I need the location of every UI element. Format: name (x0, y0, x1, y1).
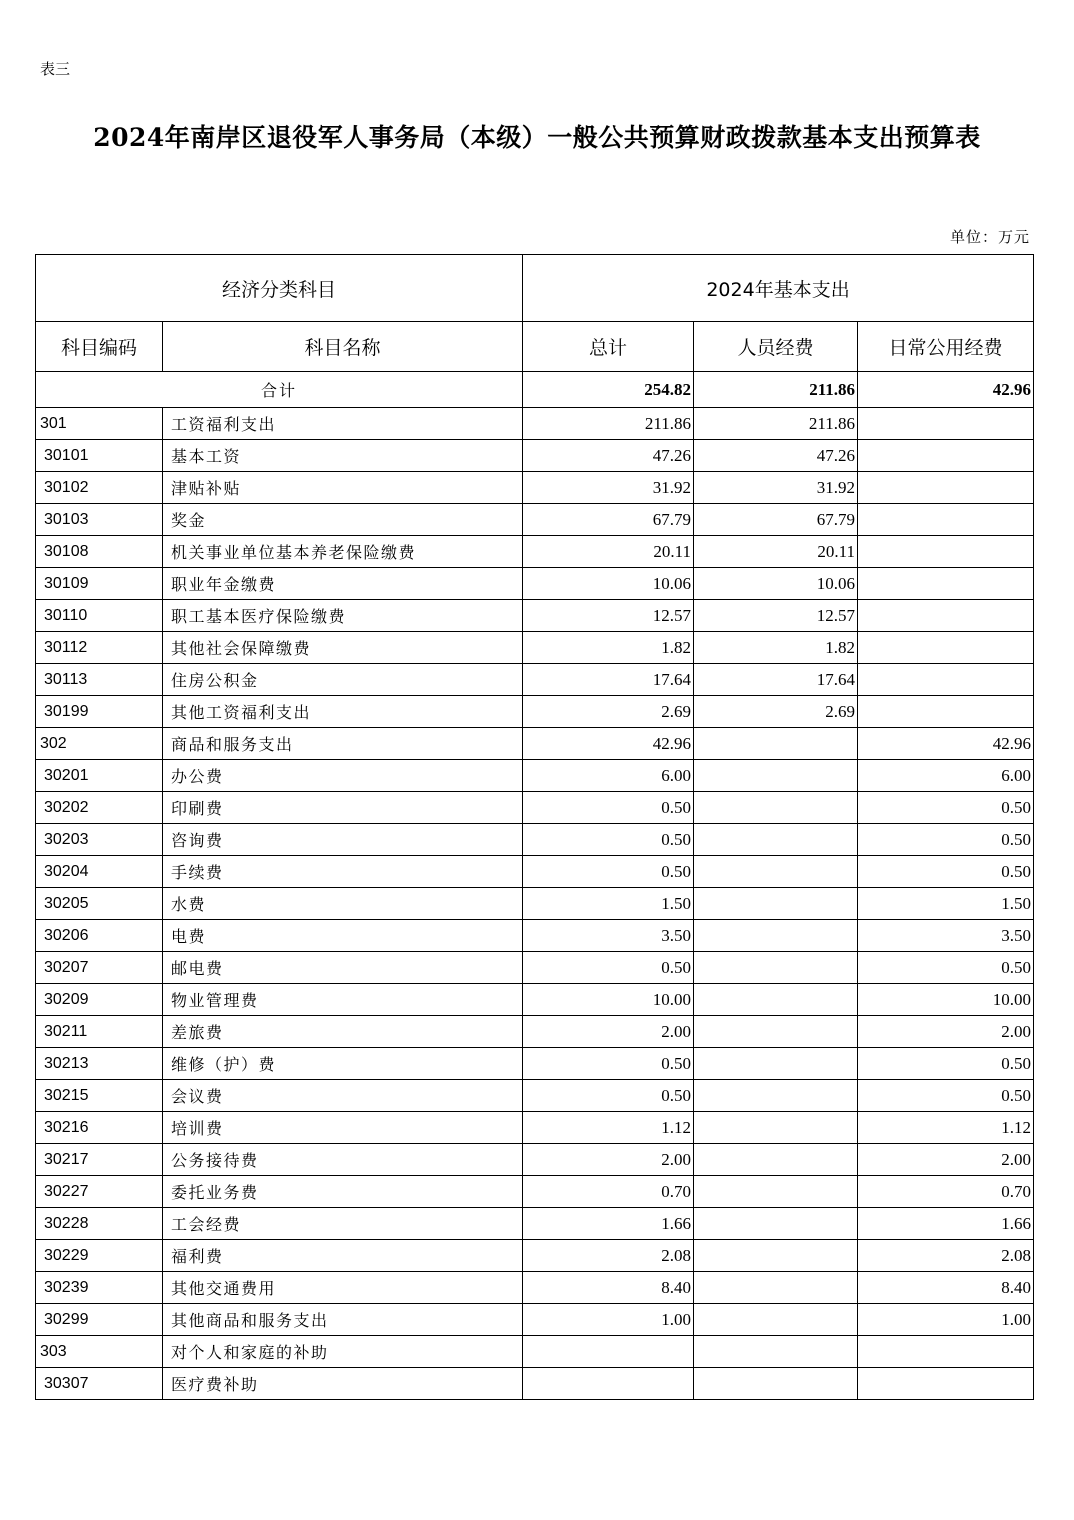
row-personnel: 20.11 (694, 536, 858, 568)
row-personnel (694, 1240, 858, 1272)
row-public: 0.70 (858, 1176, 1034, 1208)
row-code: 30239 (36, 1272, 163, 1304)
row-code: 30209 (36, 984, 163, 1016)
row-public: 0.50 (858, 1080, 1034, 1112)
table-row (36, 728, 1034, 760)
row-total: 2.69 (523, 696, 694, 728)
table-row (36, 1080, 1034, 1112)
row-public: 3.50 (858, 920, 1034, 952)
row-public: 1.50 (858, 888, 1034, 920)
row-name: 公务接待费 (163, 1144, 523, 1176)
row-total: 0.70 (523, 1176, 694, 1208)
row-code: 30215 (36, 1080, 163, 1112)
row-public (858, 600, 1034, 632)
header-row-group (36, 255, 1034, 322)
row-personnel (694, 792, 858, 824)
total-personnel: 211.86 (694, 372, 858, 408)
table-row (36, 1016, 1034, 1048)
row-name: 会议费 (163, 1080, 523, 1112)
row-personnel (694, 888, 858, 920)
row-public: 0.50 (858, 856, 1034, 888)
row-code: 30108 (36, 536, 163, 568)
table-number-label: 表三 (40, 60, 71, 78)
row-name: 机关事业单位基本养老保险缴费 (163, 536, 523, 568)
row-personnel: 2.69 (694, 696, 858, 728)
row-name: 工资福利支出 (163, 408, 523, 440)
table-row (36, 824, 1034, 856)
row-code: 30103 (36, 504, 163, 536)
row-total: 3.50 (523, 920, 694, 952)
row-public (858, 472, 1034, 504)
header-total: 总计 (523, 322, 694, 372)
row-public (858, 536, 1034, 568)
row-total: 1.00 (523, 1304, 694, 1336)
row-code: 30101 (36, 440, 163, 472)
header-basic-expenditure: 2024年基本支出 (523, 255, 1034, 322)
row-public: 42.96 (858, 728, 1034, 760)
row-total: 2.08 (523, 1240, 694, 1272)
table-row (36, 1304, 1034, 1336)
row-code: 30203 (36, 824, 163, 856)
row-public: 0.50 (858, 792, 1034, 824)
row-personnel (694, 1368, 858, 1400)
row-personnel: 31.92 (694, 472, 858, 504)
row-code: 30299 (36, 1304, 163, 1336)
row-personnel (694, 1272, 858, 1304)
table-row (36, 536, 1034, 568)
row-name: 职业年金缴费 (163, 568, 523, 600)
page-title: 2024年南岸区退役军人事务局（本级）一般公共预算财政拨款基本支出预算表 (93, 123, 981, 152)
header-code: 科目编码 (36, 322, 163, 372)
row-total: 1.50 (523, 888, 694, 920)
row-personnel (694, 1144, 858, 1176)
row-public: 6.00 (858, 760, 1034, 792)
row-public (858, 632, 1034, 664)
table-row (36, 632, 1034, 664)
row-code: 30110 (36, 600, 163, 632)
row-name: 津贴补贴 (163, 472, 523, 504)
row-personnel: 211.86 (694, 408, 858, 440)
table-row (36, 1176, 1034, 1208)
row-code: 30206 (36, 920, 163, 952)
row-total: 0.50 (523, 792, 694, 824)
row-name: 委托业务费 (163, 1176, 523, 1208)
row-code: 303 (36, 1336, 163, 1368)
table-row (36, 696, 1034, 728)
table-row (36, 984, 1034, 1016)
row-public: 10.00 (858, 984, 1034, 1016)
row-personnel (694, 1048, 858, 1080)
row-code: 30217 (36, 1144, 163, 1176)
row-name: 水费 (163, 888, 523, 920)
row-public: 1.00 (858, 1304, 1034, 1336)
row-code: 30201 (36, 760, 163, 792)
row-public: 2.00 (858, 1016, 1034, 1048)
row-public (858, 1336, 1034, 1368)
row-name: 其他商品和服务支出 (163, 1304, 523, 1336)
row-personnel (694, 760, 858, 792)
table-row (36, 1336, 1034, 1368)
row-code: 30229 (36, 1240, 163, 1272)
row-personnel (694, 856, 858, 888)
row-public (858, 568, 1034, 600)
row-total: 31.92 (523, 472, 694, 504)
row-total: 211.86 (523, 408, 694, 440)
table-row (36, 888, 1034, 920)
row-public: 8.40 (858, 1272, 1034, 1304)
row-personnel: 1.82 (694, 632, 858, 664)
row-total: 17.64 (523, 664, 694, 696)
table-row (36, 1368, 1034, 1400)
row-public: 0.50 (858, 952, 1034, 984)
row-personnel: 47.26 (694, 440, 858, 472)
row-personnel (694, 952, 858, 984)
row-personnel (694, 824, 858, 856)
row-public (858, 696, 1034, 728)
row-code: 30307 (36, 1368, 163, 1400)
row-personnel (694, 1208, 858, 1240)
budget-table (35, 254, 1034, 1400)
total-label: 合计 (36, 372, 523, 408)
table-row (36, 1272, 1034, 1304)
table-row (36, 1112, 1034, 1144)
row-public (858, 408, 1034, 440)
table-row (36, 408, 1034, 440)
row-code: 30213 (36, 1048, 163, 1080)
row-name: 工会经费 (163, 1208, 523, 1240)
row-code: 30207 (36, 952, 163, 984)
row-total: 6.00 (523, 760, 694, 792)
row-code: 302 (36, 728, 163, 760)
row-public (858, 504, 1034, 536)
row-total: 1.66 (523, 1208, 694, 1240)
row-name: 其他社会保障缴费 (163, 632, 523, 664)
row-total: 0.50 (523, 824, 694, 856)
row-name: 医疗费补助 (163, 1368, 523, 1400)
row-public: 0.50 (858, 1048, 1034, 1080)
row-total (523, 1368, 694, 1400)
row-code: 30102 (36, 472, 163, 504)
row-personnel: 67.79 (694, 504, 858, 536)
row-code: 30205 (36, 888, 163, 920)
row-code: 30211 (36, 1016, 163, 1048)
row-public: 1.12 (858, 1112, 1034, 1144)
row-personnel (694, 1336, 858, 1368)
table-row (36, 1240, 1034, 1272)
row-name: 邮电费 (163, 952, 523, 984)
row-public: 0.50 (858, 824, 1034, 856)
total-sum: 254.82 (523, 372, 694, 408)
row-name: 住房公积金 (163, 664, 523, 696)
row-code: 30199 (36, 696, 163, 728)
row-personnel (694, 1176, 858, 1208)
table-row (36, 920, 1034, 952)
row-name: 对个人和家庭的补助 (163, 1336, 523, 1368)
header-personnel: 人员经费 (694, 322, 858, 372)
row-code: 30109 (36, 568, 163, 600)
row-personnel (694, 1304, 858, 1336)
table-row (36, 856, 1034, 888)
table-row (36, 1208, 1034, 1240)
row-name: 其他交通费用 (163, 1272, 523, 1304)
row-total: 47.26 (523, 440, 694, 472)
row-total: 2.00 (523, 1016, 694, 1048)
row-name: 办公费 (163, 760, 523, 792)
table-row (36, 472, 1034, 504)
row-name: 培训费 (163, 1112, 523, 1144)
row-total: 10.06 (523, 568, 694, 600)
row-total: 1.12 (523, 1112, 694, 1144)
row-total: 67.79 (523, 504, 694, 536)
row-code: 301 (36, 408, 163, 440)
table-row (36, 568, 1034, 600)
row-public (858, 440, 1034, 472)
row-name: 奖金 (163, 504, 523, 536)
row-personnel (694, 728, 858, 760)
header-public: 日常公用经费 (858, 322, 1034, 372)
table-row (36, 440, 1034, 472)
row-name: 维修（护）费 (163, 1048, 523, 1080)
row-total: 12.57 (523, 600, 694, 632)
table-row (36, 1048, 1034, 1080)
row-total: 0.50 (523, 856, 694, 888)
table-row (36, 1144, 1034, 1176)
row-personnel: 17.64 (694, 664, 858, 696)
row-total (523, 1336, 694, 1368)
row-total: 0.50 (523, 1080, 694, 1112)
table-row (36, 664, 1034, 696)
row-name: 基本工资 (163, 440, 523, 472)
row-personnel: 12.57 (694, 600, 858, 632)
row-name: 商品和服务支出 (163, 728, 523, 760)
row-code: 30227 (36, 1176, 163, 1208)
row-code: 30216 (36, 1112, 163, 1144)
row-total: 20.11 (523, 536, 694, 568)
row-name: 咨询费 (163, 824, 523, 856)
row-total: 0.50 (523, 952, 694, 984)
row-total: 0.50 (523, 1048, 694, 1080)
total-public: 42.96 (858, 372, 1034, 408)
row-total: 42.96 (523, 728, 694, 760)
row-code: 30202 (36, 792, 163, 824)
row-personnel: 10.06 (694, 568, 858, 600)
row-total: 10.00 (523, 984, 694, 1016)
row-name: 职工基本医疗保险缴费 (163, 600, 523, 632)
row-name: 其他工资福利支出 (163, 696, 523, 728)
table-row (36, 600, 1034, 632)
row-personnel (694, 1016, 858, 1048)
table-row (36, 952, 1034, 984)
row-personnel (694, 1112, 858, 1144)
row-total: 8.40 (523, 1272, 694, 1304)
row-total: 1.82 (523, 632, 694, 664)
row-code: 30204 (36, 856, 163, 888)
row-name: 印刷费 (163, 792, 523, 824)
row-code: 30113 (36, 664, 163, 696)
row-public (858, 664, 1034, 696)
total-row (36, 372, 1034, 408)
row-personnel (694, 1080, 858, 1112)
row-personnel (694, 920, 858, 952)
row-name: 手续费 (163, 856, 523, 888)
header-name: 科目名称 (163, 322, 523, 372)
unit-label: 单位：万元 (949, 228, 1030, 246)
row-total: 2.00 (523, 1144, 694, 1176)
row-name: 差旅费 (163, 1016, 523, 1048)
row-public: 1.66 (858, 1208, 1034, 1240)
row-name: 电费 (163, 920, 523, 952)
row-code: 30228 (36, 1208, 163, 1240)
table-row (36, 504, 1034, 536)
row-public (858, 1368, 1034, 1400)
table-row (36, 760, 1034, 792)
row-code: 30112 (36, 632, 163, 664)
row-public: 2.08 (858, 1240, 1034, 1272)
table-row (36, 792, 1034, 824)
row-name: 物业管理费 (163, 984, 523, 1016)
row-name: 福利费 (163, 1240, 523, 1272)
header-economic-category: 经济分类科目 (36, 255, 523, 322)
row-public: 2.00 (858, 1144, 1034, 1176)
header-row-columns (36, 322, 1034, 372)
row-personnel (694, 984, 858, 1016)
